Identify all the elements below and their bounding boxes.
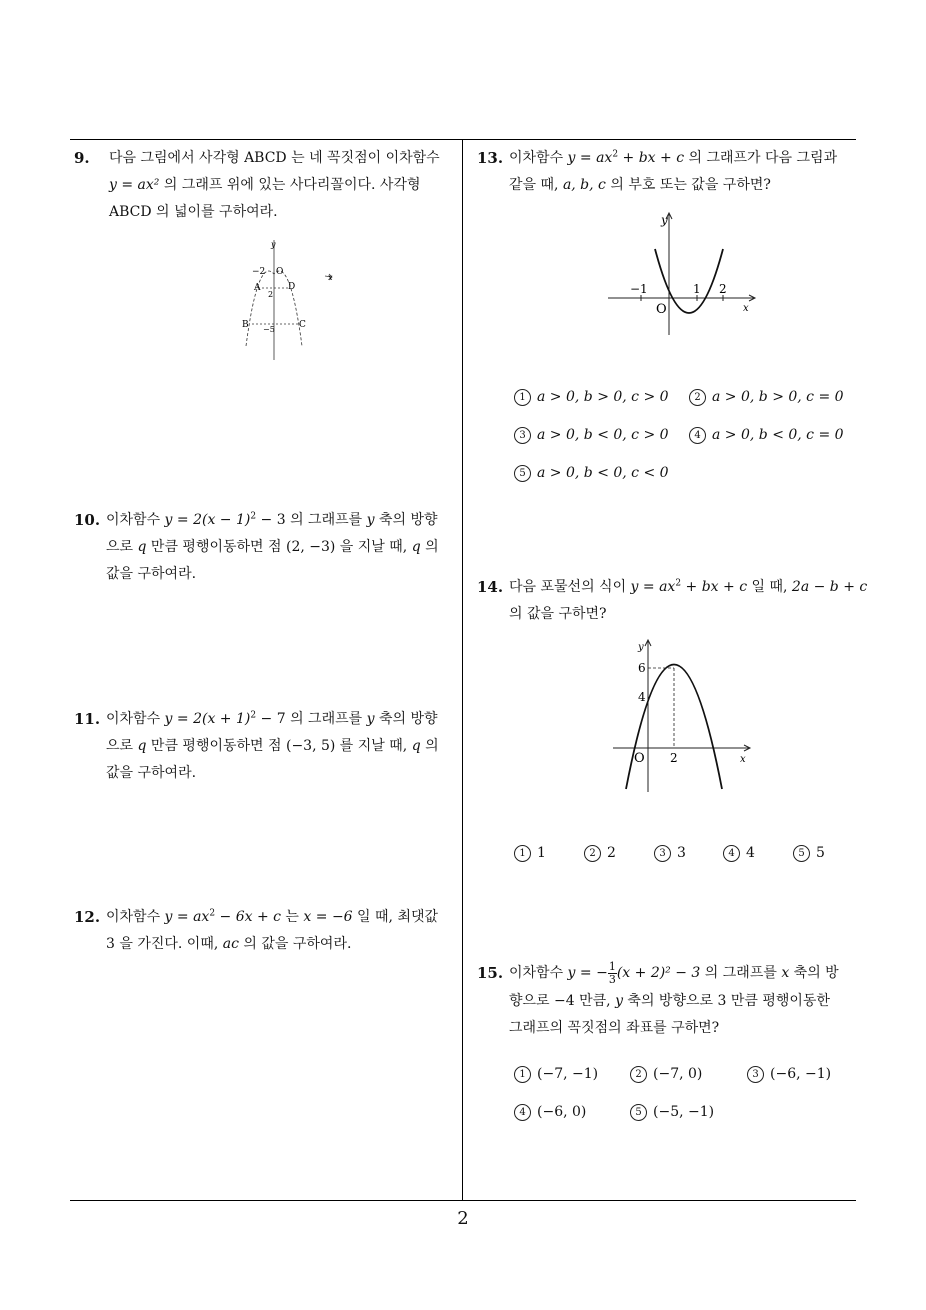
choice-3[interactable]: 3 3 <box>654 845 686 862</box>
choice-4[interactable]: 4 a > 0, b < 0, c = 0 <box>689 427 844 444</box>
point-a-label: A <box>254 283 261 293</box>
y-label: y <box>271 240 276 249</box>
point-c-label: C <box>299 320 306 330</box>
choice-1[interactable]: 1 1 <box>514 845 546 862</box>
x-label: x <box>740 754 746 765</box>
choice-1[interactable]: 1 (−7, −1) <box>514 1066 598 1083</box>
question-number: 11. <box>74 710 101 728</box>
choice-3[interactable]: 3 a > 0, b < 0, c > 0 <box>514 427 669 444</box>
question-number: 12. <box>74 908 101 926</box>
choice-4[interactable]: 4 (−6, 0) <box>514 1104 586 1121</box>
question-number: 14. <box>477 578 504 596</box>
choice-2[interactable]: 2 a > 0, b > 0, c = 0 <box>689 389 844 406</box>
figure-q9-parabola <box>232 236 342 364</box>
question-number: 9. <box>74 149 90 167</box>
point-d-label: D <box>288 282 296 292</box>
origin-label: O <box>276 267 284 277</box>
question-text: 이차함수 y = − $\frac{1}{3}$ (x + 2)² − 3 의 그래프를 x 축의 방 향으로 −4 만큼, y 축의 방향으로 3 만큼 평행이동한 그래프의 꼭짓점의 좌표를 구하면? <box>509 959 839 1036</box>
question-text: 이차함수 $y = ax^2 - 6x + c$ 는 x = −6 일 때, 최댓값 3 을 가진다. 이때, ac 의 값을 구하여라. <box>106 908 439 952</box>
y-label: y <box>661 213 668 227</box>
x-label: x <box>743 303 749 314</box>
page-number: 2 <box>457 1208 469 1229</box>
point-b-label: B <box>242 320 249 330</box>
column-divider <box>462 139 463 1201</box>
choice-3[interactable]: 3 (−6, −1) <box>747 1066 831 1083</box>
choice-4[interactable]: 4 4 <box>723 845 755 862</box>
question-number: 15. <box>477 964 504 982</box>
choice-2[interactable]: 2 (−7, 0) <box>630 1066 702 1083</box>
figure-q14-parabola <box>610 634 760 796</box>
question-text: 이차함수 $y = 2(x + 1)^2 - 7$ 의 그래프를 y 축의 방향 으로 q 만큼 평행이동하면 점 (−3, 5) 를 지날 때, q 의 값을 구하여라. <box>106 710 439 781</box>
y-label: y <box>638 642 644 653</box>
origin-label: O <box>656 302 667 317</box>
svg-text:1: 1 <box>693 282 701 296</box>
x-label: x <box>328 273 333 282</box>
question-text: 다음 그림에서 사각형 ABCD 는 네 꼭짓점이 이차함수 y = ax² 의 그래프 위에 있는 사다리꼴이다. 사각형 ABCD 의 넓이를 구하여라. <box>109 150 440 220</box>
choice-1[interactable]: 1 a > 0, b > 0, c > 0 <box>514 389 669 406</box>
equation: y = ax² <box>109 177 160 193</box>
svg-text:−1: −1 <box>630 282 648 296</box>
svg-text:2: 2 <box>670 751 678 765</box>
question-number: 13. <box>477 149 504 167</box>
bottom-rule <box>70 1200 856 1201</box>
choice-5[interactable]: 5 (−5, −1) <box>630 1104 714 1121</box>
question-text: 이차함수 $y = 2(x - 1)^2 - 3$ 의 그래프를 y 축의 방향 으로 q 만큼 평행이동하면 점 (2, −3) 을 지날 때, q 의 값을 구하여라. <box>106 511 439 582</box>
svg-text:6: 6 <box>638 661 646 675</box>
choice-2[interactable]: 2 2 <box>584 845 616 862</box>
choice-5[interactable]: 5 5 <box>793 845 825 862</box>
fraction: $\frac{1}{3}$ <box>608 959 616 986</box>
figure-q13-parabola <box>605 207 765 339</box>
svg-text:2: 2 <box>719 282 727 296</box>
question-number: 10. <box>74 511 101 529</box>
svg-text:−5: −5 <box>263 325 275 334</box>
svg-text:−2: −2 <box>252 267 266 277</box>
svg-text:2: 2 <box>268 290 274 299</box>
top-rule <box>70 139 856 140</box>
question-text: 이차함수 $y = ax^2$ + bx + c 의 그래프가 다음 그림과 같을 때, a, b, c 의 부호 또는 값을 구하면? <box>509 149 838 193</box>
question-text: 다음 포물선의 식이 $y = ax^2$ + bx + c 일 때, 2a − b + c 의 값을 구하면? <box>509 578 868 622</box>
svg-text:4: 4 <box>638 690 646 704</box>
origin-label: O <box>634 751 645 766</box>
choice-5[interactable]: 5 a > 0, b < 0, c < 0 <box>514 465 669 482</box>
